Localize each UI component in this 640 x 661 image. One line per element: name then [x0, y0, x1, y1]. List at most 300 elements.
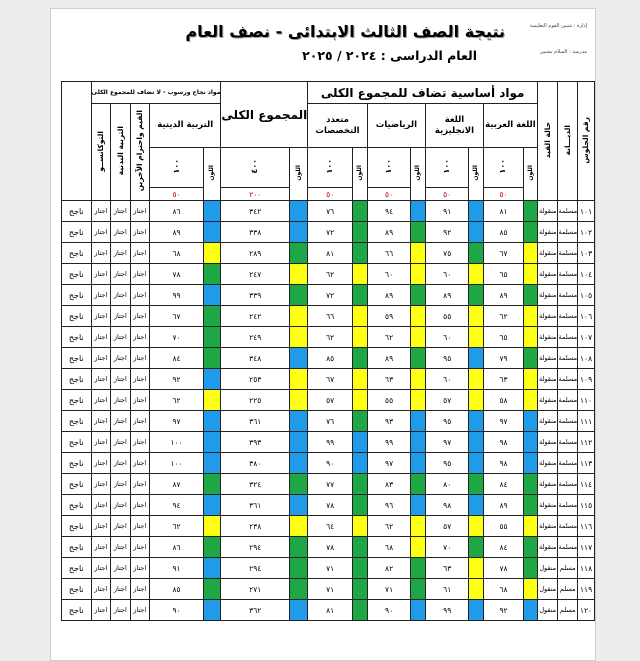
math-score-cell: ٧١: [367, 579, 411, 600]
result-cell: ناجح: [62, 327, 92, 348]
seat-no-cell: ١٠٧: [578, 327, 595, 348]
pe-cell: اجتاز: [111, 201, 130, 222]
religious-ed-score-cell: ٩١: [150, 558, 204, 579]
total-color-cell: [290, 579, 308, 600]
values-cell: اجتاز: [130, 558, 149, 579]
english-score-cell: ٦٠: [426, 369, 469, 390]
math-score-cell: ٩٤: [367, 201, 411, 222]
religious-ed-score-cell: ٨٤: [150, 348, 204, 369]
total-color-cell: [290, 495, 308, 516]
math-color-cell: [411, 474, 426, 495]
total-score-cell: ٢٨٩: [221, 243, 290, 264]
english-score-cell: ٦٠: [426, 264, 469, 285]
english-color-cell: [469, 537, 484, 558]
multi-score-cell: ٦٧: [308, 369, 353, 390]
multi-color-cell: [352, 390, 367, 411]
table-row: [62, 327, 595, 348]
religious-ed-score-cell: ٦٢: [150, 390, 204, 411]
math-score-cell: ٦٣: [367, 369, 411, 390]
religious-ed-color-cell: [204, 285, 221, 306]
arabic-color-cell: [524, 390, 538, 411]
status-cell: منقولة: [538, 264, 558, 285]
english-score-cell: ٦٣: [426, 558, 469, 579]
table-row: [62, 516, 595, 537]
arabic-color-cell: [524, 600, 538, 621]
religious-ed-color-cell: [204, 348, 221, 369]
ict-cell: اجتاز: [91, 474, 111, 495]
english-color-cell: [469, 348, 484, 369]
math-color-cell: [411, 537, 426, 558]
pe-cell: اجتاز: [111, 222, 130, 243]
religious-ed-color-cell: [204, 411, 221, 432]
math-color-cell: [411, 453, 426, 474]
english-score-cell: ٧٠: [426, 537, 469, 558]
english-score-cell: ٨٩: [426, 285, 469, 306]
multi-color-cell: [352, 579, 367, 600]
sheet-header: [51, 9, 595, 75]
arabic-color-cell: [524, 495, 538, 516]
min-score-subheader: ٥٠: [426, 188, 469, 201]
math-score-cell: ٩٧: [367, 453, 411, 474]
math-score-cell: ٨٩: [367, 285, 411, 306]
arabic-color-cell: [524, 348, 538, 369]
arabic-score-cell: ٦٢: [483, 306, 523, 327]
result-cell: ناجح: [62, 558, 92, 579]
arabic-score-cell: ٩٢: [483, 600, 523, 621]
values-cell: اجتاز: [130, 222, 149, 243]
status-cell: منقولة: [538, 432, 558, 453]
total-color-cell: [290, 390, 308, 411]
status-cell: منقولة: [538, 453, 558, 474]
pe-cell: اجتاز: [111, 516, 130, 537]
multi-score-cell: ٧٨: [308, 495, 353, 516]
english-score-cell: ٩٥: [426, 348, 469, 369]
english-score-cell: ٩٥: [426, 411, 469, 432]
total-color-cell: [290, 558, 308, 579]
religion-cell: مسلمة: [558, 516, 578, 537]
result-cell: ناجح: [62, 369, 92, 390]
religion-cell: مسلمة: [558, 222, 578, 243]
total-color-cell: [290, 453, 308, 474]
math-color-cell: [411, 222, 426, 243]
math-color-cell: [411, 327, 426, 348]
total-color-cell: [290, 348, 308, 369]
multi-score-cell: ٩٠: [308, 453, 353, 474]
arabic-score-cell: ٥٥: [483, 516, 523, 537]
total-score-cell: ٢٣٨: [221, 516, 290, 537]
math-header: الرياضيات: [367, 104, 425, 148]
english-score-cell: ٥٥: [426, 306, 469, 327]
math-score-cell: ٨٩: [367, 348, 411, 369]
religious-ed-color-cell: [204, 453, 221, 474]
results-sheet-page: [50, 8, 596, 661]
table-row: [62, 264, 595, 285]
result-cell: ناجح: [62, 453, 92, 474]
religious-ed-color-cell: [204, 474, 221, 495]
english-color-cell: [469, 264, 484, 285]
math-color-cell: [411, 264, 426, 285]
table-row: [62, 600, 595, 621]
pe-cell: اجتاز: [111, 558, 130, 579]
arabic-score-cell: ٨٩: [483, 285, 523, 306]
math-score-cell: ٩٣: [367, 411, 411, 432]
multi-color-cell: [352, 264, 367, 285]
result-cell: ناجح: [62, 201, 92, 222]
arabic-score-cell: ٦٥: [483, 264, 523, 285]
english-score-cell: ٥٧: [426, 516, 469, 537]
multi-header: متعدد التخصصات: [308, 104, 367, 148]
english-score-cell: ٥٧: [426, 390, 469, 411]
religious-ed-score-cell: ٨٧: [150, 474, 204, 495]
pe-cell: اجتاز: [111, 411, 130, 432]
pass-fail-group-header: مواد نجاح ورسوب - لا تضاف للمجموع الكلى: [91, 82, 221, 104]
pe-cell: اجتاز: [111, 474, 130, 495]
color-subheader: اللون: [204, 148, 221, 201]
math-score-cell: ٩٩: [367, 432, 411, 453]
status-cell: منقولة: [538, 369, 558, 390]
pe-cell: اجتاز: [111, 369, 130, 390]
religious-ed-score-cell: ٨٩: [150, 222, 204, 243]
table-row: [62, 537, 595, 558]
english-score-cell: ٩٧: [426, 432, 469, 453]
table-row: [62, 558, 595, 579]
english-color-cell: [469, 474, 484, 495]
religion-cell: مسلمة: [558, 264, 578, 285]
total-score-cell: ٢٩٤: [221, 558, 290, 579]
religious-ed-score-cell: ٩٤: [150, 495, 204, 516]
english-color-cell: [469, 285, 484, 306]
min-score-subheader: ٥٠: [483, 188, 523, 201]
pe-cell: اجتاز: [111, 579, 130, 600]
math-color-cell: [411, 348, 426, 369]
arabic-color-cell: [524, 201, 538, 222]
multi-color-cell: [352, 537, 367, 558]
ict-cell: اجتاز: [91, 558, 111, 579]
min-score-subheader: ٥٠: [150, 188, 204, 201]
multi-color-cell: [352, 369, 367, 390]
religious-ed-score-cell: ١٠٠: [150, 432, 204, 453]
max-score-subheader: ١٠٠: [150, 148, 204, 188]
total-color-cell: [290, 285, 308, 306]
seat-no-cell: ١١٦: [578, 516, 595, 537]
total-color-cell: [290, 600, 308, 621]
multi-score-cell: ٧١: [308, 558, 353, 579]
ict-cell: اجتاز: [91, 516, 111, 537]
math-score-cell: ٨٢: [367, 558, 411, 579]
arabic-score-cell: ٨٩: [483, 495, 523, 516]
math-color-cell: [411, 369, 426, 390]
religion-cell: مسلم: [558, 600, 578, 621]
english-score-cell: ٩٢: [426, 222, 469, 243]
seat-no-cell: ١١٥: [578, 495, 595, 516]
total-score-cell: ٣٨٠: [221, 453, 290, 474]
multi-score-cell: ٨١: [308, 600, 353, 621]
math-score-cell: ٥٩: [367, 306, 411, 327]
values-cell: اجتاز: [130, 600, 149, 621]
status-cell: منقول: [538, 558, 558, 579]
total-score-cell: ٣٦١: [221, 411, 290, 432]
result-cell: ناجح: [62, 243, 92, 264]
status-cell: منقولة: [538, 222, 558, 243]
english-color-cell: [469, 390, 484, 411]
religion-cell: مسلمة: [558, 348, 578, 369]
multi-color-cell: [352, 285, 367, 306]
total-header: المجموع الكلى: [221, 82, 308, 148]
ict-cell: اجتاز: [91, 537, 111, 558]
multi-score-cell: ٧٨: [308, 537, 353, 558]
religious-ed-color-cell: [204, 432, 221, 453]
english-color-cell: [469, 411, 484, 432]
status-cell: منقولة: [538, 348, 558, 369]
religious-ed-score-cell: ٩٩: [150, 285, 204, 306]
ict-cell: اجتاز: [91, 306, 111, 327]
total-score-cell: ٣٦١: [221, 495, 290, 516]
arabic-score-cell: ٨٤: [483, 474, 523, 495]
color-subheader: اللون: [524, 148, 538, 201]
arabic-color-cell: [524, 306, 538, 327]
min-score-subheader: ٥٠: [367, 188, 411, 201]
arabic-score-cell: ٩٨: [483, 432, 523, 453]
table-row: [62, 411, 595, 432]
multi-color-cell: [352, 558, 367, 579]
arabic-score-cell: ٦٨: [483, 579, 523, 600]
total-color-cell: [290, 306, 308, 327]
religion-cell: مسلمة: [558, 537, 578, 558]
seat-no-cell: ١٠٦: [578, 306, 595, 327]
math-score-cell: ٥٥: [367, 390, 411, 411]
seat-no-cell: ١١٣: [578, 453, 595, 474]
multi-score-cell: ٥٧: [308, 390, 353, 411]
total-score-cell: ٣٤٨: [221, 348, 290, 369]
english-color-cell: [469, 579, 484, 600]
seat-no-cell: ١١١: [578, 411, 595, 432]
religion-cell: مسلمة: [558, 369, 578, 390]
ict-cell: اجتاز: [91, 579, 111, 600]
math-score-cell: ٦٢: [367, 516, 411, 537]
result-cell: ناجح: [62, 516, 92, 537]
math-score-cell: ٩٦: [367, 495, 411, 516]
status-cell: منقولة: [538, 285, 558, 306]
total-score-cell: ٢٥٣: [221, 369, 290, 390]
result-cell: ناجح: [62, 537, 92, 558]
religious-ed-color-cell: [204, 222, 221, 243]
religious-ed-color-cell: [204, 201, 221, 222]
multi-score-cell: ٧٧: [308, 474, 353, 495]
result-cell: ناجح: [62, 222, 92, 243]
pe-cell: اجتاز: [111, 243, 130, 264]
math-score-cell: ٨٩: [367, 222, 411, 243]
religious-ed-score-cell: ٨٦: [150, 537, 204, 558]
english-score-cell: ٩٥: [426, 453, 469, 474]
total-score-cell: ٣٣٩: [221, 285, 290, 306]
english-score-cell: ٩٩: [426, 600, 469, 621]
arabic-score-cell: ٨٥: [483, 222, 523, 243]
result-cell: ناجح: [62, 390, 92, 411]
total-score-cell: ٢٧١: [221, 579, 290, 600]
multi-score-cell: ٧١: [308, 579, 353, 600]
ict-cell: اجتاز: [91, 432, 111, 453]
color-subheader: اللون: [352, 148, 367, 201]
religion-cell: مسلمة: [558, 474, 578, 495]
english-color-cell: [469, 201, 484, 222]
arabic-score-cell: ٦٧: [483, 243, 523, 264]
values-cell: اجتاز: [130, 348, 149, 369]
religion-cell: مسلمة: [558, 327, 578, 348]
multi-color-cell: [352, 453, 367, 474]
arabic-color-cell: [524, 537, 538, 558]
religious-ed-score-cell: ٩٧: [150, 411, 204, 432]
religious-ed-score-cell: ٧٠: [150, 327, 204, 348]
min-score-subheader: ٢٠٠: [221, 188, 290, 201]
arabic-color-cell: [524, 411, 538, 432]
math-score-cell: ٦٠: [367, 264, 411, 285]
religious-ed-score-cell: ٨٥: [150, 579, 204, 600]
seat-no-cell: ١٠١: [578, 201, 595, 222]
seat-no-header: رقم الجلوس: [578, 82, 595, 201]
ict-cell: اجتاز: [91, 222, 111, 243]
religious-ed-color-cell: [204, 537, 221, 558]
status-cell: منقولة: [538, 495, 558, 516]
table-row: [62, 495, 595, 516]
religion-cell: مسلمة: [558, 306, 578, 327]
result-cell: ناجح: [62, 495, 92, 516]
english-score-cell: ٦٠: [426, 327, 469, 348]
religious-ed-color-cell: [204, 243, 221, 264]
status-cell: منقولة: [538, 474, 558, 495]
english-color-cell: [469, 327, 484, 348]
multi-color-cell: [352, 201, 367, 222]
religious-ed-header: التربية الدينية: [150, 104, 221, 148]
max-score-subheader: ١٠٠: [367, 148, 411, 188]
multi-score-cell: ٧٦: [308, 201, 353, 222]
academic-year: العام الدراسى : ٢٠٢٤ / ٢٠٢٥: [302, 48, 477, 63]
max-score-subheader: ١٠٠: [308, 148, 353, 188]
result-cell: ناجح: [62, 285, 92, 306]
color-subheader: اللون: [411, 148, 426, 201]
pe-cell: اجتاز: [111, 285, 130, 306]
math-color-cell: [411, 390, 426, 411]
seat-no-cell: ١١٠: [578, 390, 595, 411]
values-cell: اجتاز: [130, 579, 149, 600]
math-color-cell: [411, 600, 426, 621]
math-score-cell: ٩٠: [367, 600, 411, 621]
basic-subjects-group-header: مواد أساسية تضاف للمجموع الكلى: [308, 82, 538, 104]
multi-score-cell: ٦٢: [308, 264, 353, 285]
total-score-cell: ٢٤٢: [221, 306, 290, 327]
religion-cell: مسلمة: [558, 201, 578, 222]
arabic-color-cell: [524, 327, 538, 348]
math-color-cell: [411, 411, 426, 432]
status-cell: منقول: [538, 579, 558, 600]
seat-no-cell: ١٠٥: [578, 285, 595, 306]
ict-cell: اجتاز: [91, 243, 111, 264]
total-color-cell: [290, 201, 308, 222]
table-row: [62, 453, 595, 474]
pe-cell: اجتاز: [111, 495, 130, 516]
status-cell: منقولة: [538, 411, 558, 432]
religious-ed-score-cell: ٩٢: [150, 369, 204, 390]
min-score-subheader: ٥٠: [308, 188, 353, 201]
multi-score-cell: ٨١: [308, 243, 353, 264]
arabic-header: اللغة العربية: [483, 104, 537, 148]
pe-cell: اجتاز: [111, 306, 130, 327]
multi-color-cell: [352, 306, 367, 327]
english-score-cell: ٨٠: [426, 474, 469, 495]
arabic-score-cell: ٦٥: [483, 327, 523, 348]
values-cell: اجتاز: [130, 516, 149, 537]
math-color-cell: [411, 285, 426, 306]
ict-cell: اجتاز: [91, 327, 111, 348]
math-score-cell: ٨٣: [367, 474, 411, 495]
status-cell: منقولة: [538, 537, 558, 558]
values-cell: اجتاز: [130, 495, 149, 516]
math-color-cell: [411, 201, 426, 222]
multi-score-cell: ٧٦: [308, 411, 353, 432]
arabic-color-cell: [524, 285, 538, 306]
pe-cell: اجتاز: [111, 453, 130, 474]
arabic-score-cell: ٩٧: [483, 411, 523, 432]
seat-no-cell: ١٠٣: [578, 243, 595, 264]
arabic-color-cell: [524, 264, 538, 285]
max-score-subheader: ٤٠٠: [221, 148, 290, 188]
english-color-cell: [469, 600, 484, 621]
table-row: [62, 285, 595, 306]
arabic-score-cell: ٧٩: [483, 348, 523, 369]
ict-cell: اجتاز: [91, 369, 111, 390]
arabic-color-cell: [524, 474, 538, 495]
math-color-cell: [411, 243, 426, 264]
arabic-color-cell: [524, 516, 538, 537]
max-score-subheader: ١٠٠: [426, 148, 469, 188]
religious-ed-score-cell: ٧٨: [150, 264, 204, 285]
math-color-cell: [411, 306, 426, 327]
table-row: [62, 432, 595, 453]
english-color-cell: [469, 558, 484, 579]
status-cell: منقولة: [538, 201, 558, 222]
seat-no-cell: ١٠٤: [578, 264, 595, 285]
values-cell: اجتاز: [130, 390, 149, 411]
values-cell: اجتاز: [130, 537, 149, 558]
values-cell: اجتاز: [130, 432, 149, 453]
ict-cell: اجتاز: [91, 600, 111, 621]
multi-score-cell: ٧٢: [308, 285, 353, 306]
english-color-cell: [469, 369, 484, 390]
result-header: نتيجة الطالب: [62, 82, 92, 201]
total-color-cell: [290, 411, 308, 432]
english-color-cell: [469, 516, 484, 537]
result-cell: ناجح: [62, 348, 92, 369]
arabic-color-cell: [524, 222, 538, 243]
religious-ed-color-cell: [204, 516, 221, 537]
religion-cell: مسلم: [558, 579, 578, 600]
math-score-cell: ٦٨: [367, 537, 411, 558]
religious-ed-score-cell: ٦٧: [150, 306, 204, 327]
ict-cell: اجتاز: [91, 495, 111, 516]
status-cell: منقولة: [538, 306, 558, 327]
values-cell: اجتاز: [130, 327, 149, 348]
total-score-cell: ٢٤٩: [221, 327, 290, 348]
ict-cell: اجتاز: [91, 453, 111, 474]
values-cell: اجتاز: [130, 411, 149, 432]
pe-cell: اجتاز: [111, 537, 130, 558]
arabic-score-cell: ٩٨: [483, 453, 523, 474]
total-score-cell: ٣٤٢: [221, 201, 290, 222]
math-score-cell: ٦٦: [367, 243, 411, 264]
pe-cell: اجتاز: [111, 390, 130, 411]
seat-no-cell: ١١٤: [578, 474, 595, 495]
religion-cell: مسلمة: [558, 243, 578, 264]
math-score-cell: ٦٢: [367, 327, 411, 348]
